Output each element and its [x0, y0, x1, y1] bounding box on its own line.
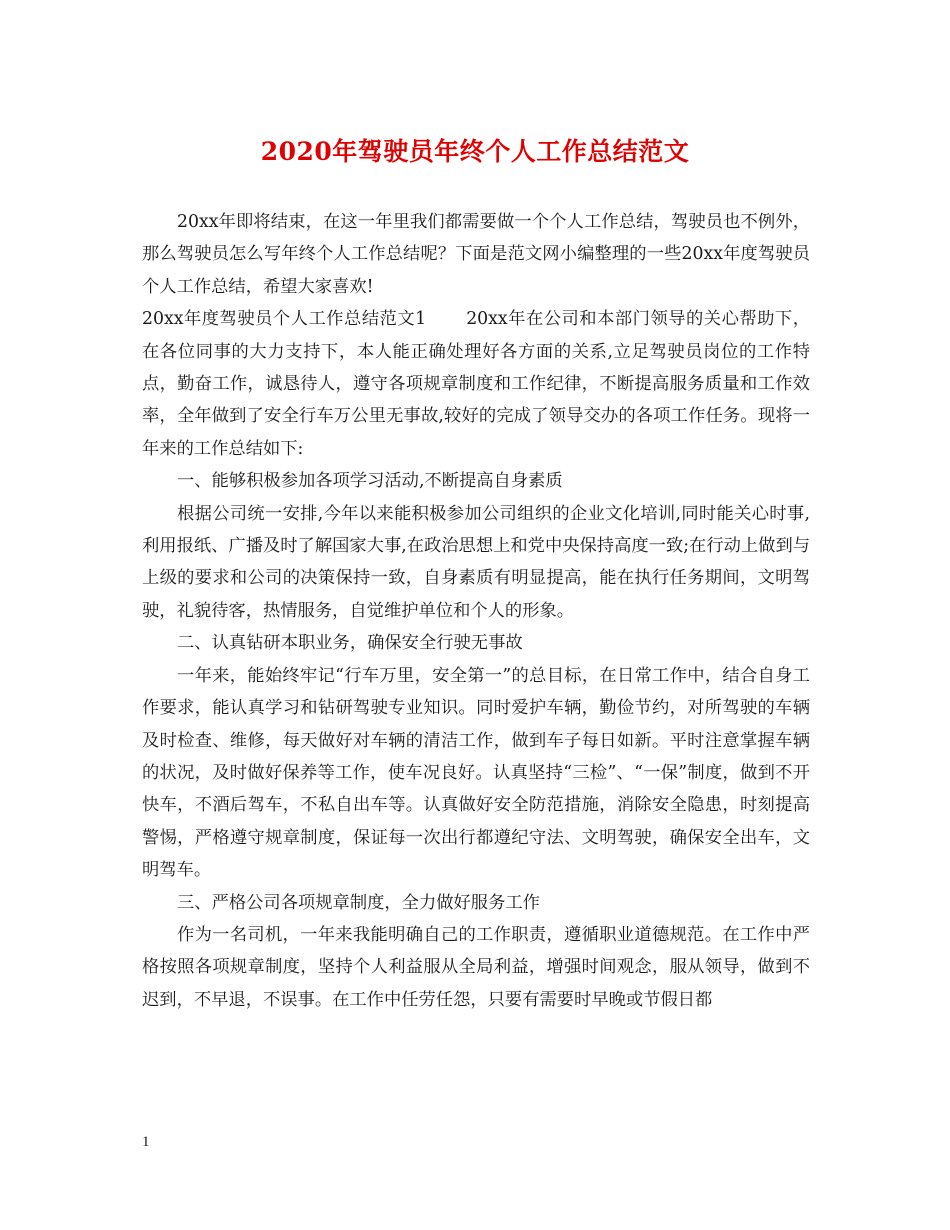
sample-heading: 20xx年度驾驶员个人工作总结范文1 — [142, 309, 427, 330]
intro-paragraph: 20xx年即将结束，在这一年里我们都需要做一个个人工作总结，驾驶员也不例外，那么驾驶员怎么写年终个人工作总结呢？下面是范文网小编整理的一些20xx年度驾驶员个人工作总结，希望大家喜欢! — [142, 212, 810, 297]
section3-body: 作为一名司机，一年来我能明确自己的工作职责，遵循职业道德规范。在工作中严格按照各项规章制度，坚持个人利益服从全局利益，增强时间观念，服从领导，做到不迟到，不早退，不误事。在工作中任劳任怨，只要有需要时早晚或节假日都 — [142, 924, 810, 1010]
section1-heading: 一、能够积极参加各项学习活动,不断提高自身素质 — [177, 471, 563, 492]
section2-body: 一年来，能始终牢记“行车万里，安全第一”的总目标，在日常工作中，结合自身工作要求，能认真学习和钻研驾驶专业知识。同时爱护车辆，勤俭节约，对所驾驶的车辆及时检查、维修，每天做好对车辆的清洁工作，做到车子每日如新。平时注意掌握车辆的状况，及时做好保养等工作，使车况良好。认真坚持“三检”、“一保”制度，做到不开快车，不酒后驾车，不私自出车等。认真做好安全防范措施，消除安全隐患，时刻提高警惕，严格遵守规章制度，保证每一次出行都遵纪守法、文明驾驶，确保安全出车，文明驾车。 — [142, 665, 810, 881]
document-title: 2020年驾驶员年终个人工作总结范文 — [260, 137, 690, 166]
section1-body: 根据公司统一安排,今年以来能积极参加公司组织的企业文化培训,同时能关心时事,利用报纸、广播及时了解国家大事,在政治思想上和党中央保持高度一致;在行动上做到与上级的要求和公司的决策保持一致，自身素质有明显提高，能在执行任务期间，文明驾驶，礼貌待客，热情服务，自觉维护单位和个人的形象。 — [142, 503, 811, 621]
page-number: 1 — [142, 1134, 150, 1150]
section3-heading: 三、严格公司各项规章制度，全力做好服务工作 — [177, 892, 540, 913]
section2-heading: 二、认真钻研本职业务，确保安全行驶无事故 — [177, 633, 523, 654]
document-body — [142, 206, 810, 1016]
sample-paragraph — [142, 303, 810, 465]
sample-opening: 20xx年在公司和本部门领导的关心帮助下，在各位同事的大力支持下，本人能正确处理好各方面的关系,立足驾驶员岗位的工作特点，勤奋工作，诚恳待人，遵守各项规章制度和工作纪律，不断提高服务质量和工作效率，全年做到了安全行车万公里无事故,较好的完成了领导交办的各项工作任务。现将一年来的工作总结如下: — [142, 309, 811, 459]
